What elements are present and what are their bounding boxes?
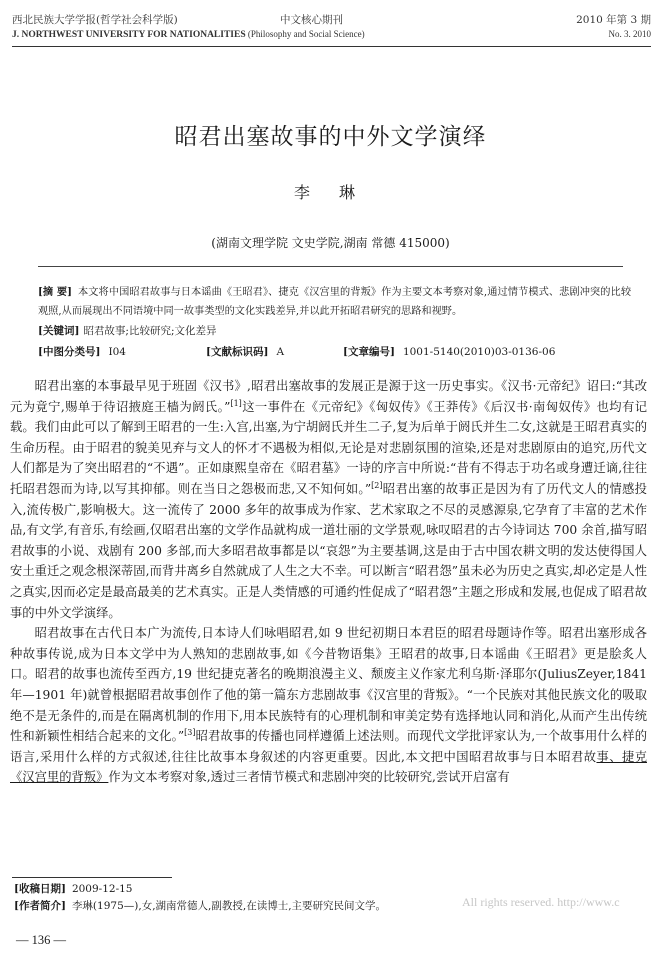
article-no-item (343, 344, 555, 359)
clc-label: [中图分类号] (38, 346, 101, 358)
core-journal-label: 中文核心期刊 (280, 14, 343, 26)
page-number: — 136 — (16, 933, 66, 947)
running-header (12, 10, 651, 46)
doc-code-label: [文献标识码] (206, 346, 269, 358)
keywords (38, 323, 631, 338)
footnote-divider (12, 877, 172, 878)
received-label: [收稿日期] (14, 883, 66, 895)
article-title: 昭君出塞故事的中外文学演绎 (174, 124, 487, 150)
citation-ref-1: [1] (230, 398, 242, 408)
journal-name-en-main: J. NORTHWEST UNIVERSITY FOR NATIONALITIES (12, 30, 246, 40)
author-bio-text: 李琳(1975—),女,湖南常德人,副教授,在读博士,主要研究民间文学。 (71, 900, 387, 912)
citation-ref-2: [2] (371, 480, 383, 490)
p1-text-b: 这一事件在《元帝纪》《匈奴传》《王莽传》《后汉书·南匈奴传》也均有记载。我们由此可以了解到王昭君的一生:入宫,出塞,为宁胡阏氏并生二子,复为后单于阏氏并生二女,这就是王昭君真实的生命历程。由于昭君的貌美见弃与文人的怀才不遇极为相似,无论是对悲剧氛围的渲染,还是对悲剧原由的追究,历代文人们都是为了突出昭君的“不遇”。正如康熙皇帝在《昭君墓》一诗的序言中所说:“昔有不得志于功名或身遭迁谪,往往托昭君怨而为诗,以写其抑郁。则在当日之怨极而悲,又不知何如。” (10, 399, 647, 496)
issue-cn: 2010 年第 3 期 (576, 14, 651, 26)
clc-item (38, 344, 126, 359)
header-divider (12, 46, 651, 47)
article-no-value: 1001-5140(2010)03-0136-06 (402, 346, 556, 358)
p2-text-c: 作为文本考察对象,透过三者情节模式和悲剧冲突的比较研究,尝试开启富有 (108, 770, 510, 785)
abstract-label: [摘 要] (38, 286, 72, 298)
received-value: 2009-12-15 (71, 883, 133, 895)
doc-code-value: A (276, 346, 285, 358)
doc-code-item (206, 344, 284, 359)
body-paragraph-2 (10, 623, 647, 788)
p1-text-a: 昭君出塞的本事最早见于班固《汉书》,昭君出塞故事的发展正是源于这一历史事实。《汉书·元帝纪》诏曰:“其改元为竟宁,赐单于待诏掖庭王樯为阏氏。” (10, 379, 647, 414)
citation-ref-3: [3] (184, 728, 196, 737)
p2-text-a: 昭君故事在古代日本广为流传,日本诗人们咏唱昭君,如 9 世纪初期日本君臣的昭君母题诗作等。昭君出塞形成各种故事传说,成为日本文学中为人熟知的悲剧故事,如《今昔物语集》王昭君的故事,日本谣曲《王昭君》更是脍炙人口。昭君的故事也流传至西方,19 世纪捷克著名的晚期浪漫主义、颓废主义作家尤利乌斯·泽耶尔(JuliusZeyer,1841 年—1901 年)就曾根据昭君故事创作了他的第一篇东方悲剧故事《汉宫里的背叛》。“一个民族对其他民族文化的吸取绝不是无条件的,而是在隔离机制的作用下,用本民族特有的心理机制和审美定势有选择地认同和消化,从而产生出传统性和新颖性相结合起来的文化。” (10, 626, 647, 744)
p2-text-b: 昭君故事的传播也同样遵循上述法则。而现代文学批评家认为,一个故事用什么样的语言,采用什么样的方式叙述,往往比故事本身叙述的内容更重要。因此,本文把中国昭君故事与日本昭君故 (10, 729, 647, 764)
body-paragraph-1 (10, 376, 647, 623)
issue-en: No. 3. 2010 (608, 29, 651, 39)
watermark: All rights reserved. http://www.c (462, 895, 620, 909)
received-date (14, 881, 132, 896)
article-author: 李 琳 (293, 183, 368, 202)
journal-name-en (12, 29, 365, 40)
author-bio (14, 898, 386, 913)
abstract (38, 283, 631, 321)
article-no-label: [文章编号] (343, 346, 395, 358)
author-affiliation: (湖南文理学院 文史学院,湖南 常德 415000) (211, 236, 450, 250)
clc-value: I04 (108, 346, 126, 358)
p1-text-c: 昭君出塞的故事正是因为有了历代文人的情感投入,流传极广,影响极大。这一流传了 2000 多年的故事成为作家、艺术家取之不尽的灵感源泉,它孕育了丰富的艺术作品,有文学,有音乐,有绘画,仅昭君出塞的文学作品就构成一道壮丽的文学景观,咏叹昭君的古今诗词达 700 余首,描写昭君故事的小说、戏剧有 200 多部,而大多昭君故事都是以“哀怨”为主要基调,这是由于古中国农耕文明的发达使得国人安土重迁之观念根深蒂固,而背井离乡自然就成了人生之大不幸。可以断言“昭君怨”虽未必为历史之真实,却必定是人性之真实,因而必定是最高最美的艺术真实。正是人类情感的可通约性促成了“昭君怨”主题之形成和发展,也促成了昭君故事的中外文学演绎。 (10, 481, 647, 620)
keywords-label: [关键词] (38, 325, 80, 337)
author-bio-label: [作者简介] (14, 900, 66, 912)
journal-name-cn: 西北民族大学学报(哲学社会科学版) (12, 14, 178, 26)
p2-underlined-text: 事、捷克《汉宫里的背叛》 (10, 749, 647, 785)
keywords-text: 昭君故事;比较研究;文化差异 (83, 325, 217, 337)
article-body (10, 376, 647, 788)
title-divider (38, 266, 623, 267)
abstract-text: 本文将中国昭君故事与日本谣曲《王昭君》、捷克《汉宫里的背叛》作为主要文本考察对象,通过情节模式、悲剧冲突的比较观照,从而展现出不同语境中同一故事类型的文化实践差异,并以此开拓昭君研究的思路和视野。 (38, 287, 632, 317)
journal-name-en-sub: (Philosophy and Social Science) (247, 29, 365, 39)
